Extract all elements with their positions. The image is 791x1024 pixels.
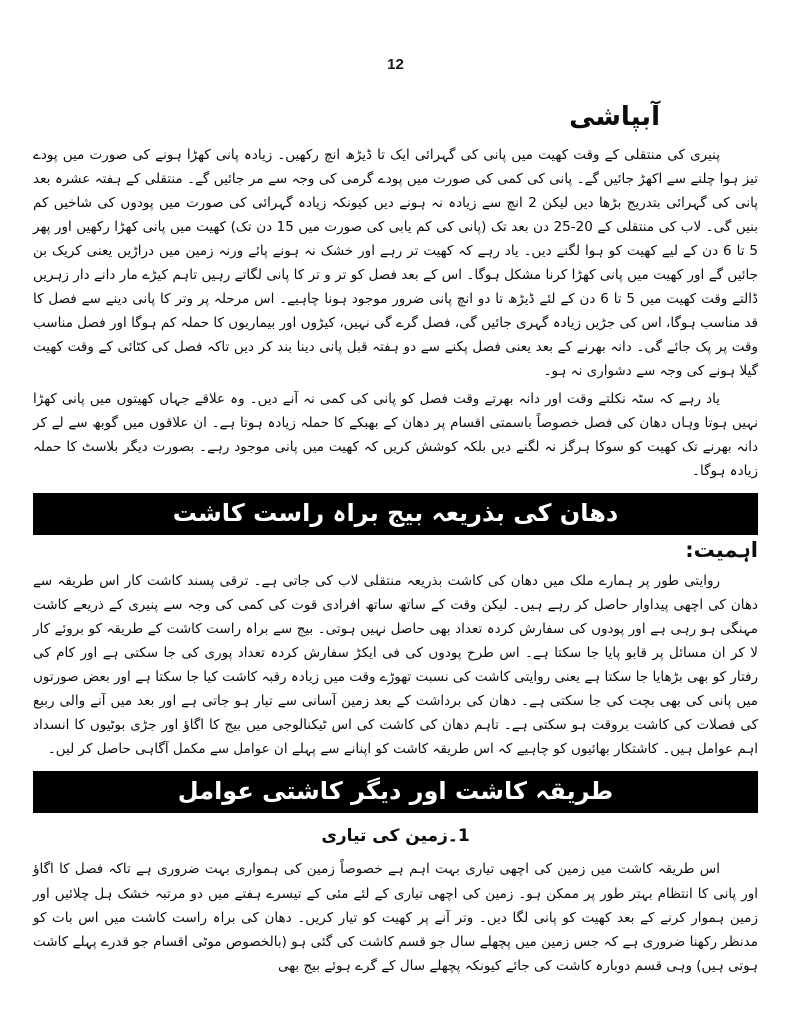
land-preparation-paragraph: اس طریقہ کاشت میں زمین کی اچھی تیاری بہت اہم ہے خصوصاً زمین کی ہمواری بہت ضروری ہے تاکہ فصل کا اگاؤ اور پانی کا انتظام بہتر طور پر ممکن ہو۔ زمین کی اچھی تیاری کے لئے مئی کے تیسرے ہفتے میں دو مرتبہ خشک ہل چلائیں اور زمین ہموار کرنے کے بعد کھیت کو پانی لگا دیں۔ وتر آنے پر کھیت کو تیار کریں۔ دھان کی براہ راست کاشت میں اس بات کو مدنظر رکھنا ضروری ہے کہ جس زمین میں پچھلے سال جو قسم کاشت کی گئی ہو (بالخصوص موٹی اقسام جو قدرے پہلے کاشت ہوتی ہیں) وہی قسم دوبارہ کاشت کی جائے کیونکہ پچھلے سال کے گرے ہوئے بیج بھی <box>33 861 758 974</box>
page-number: 12 <box>387 56 404 73</box>
irrigation-heading: آبپاشی <box>569 102 660 132</box>
importance-paragraph: روایتی طور پر ہمارے ملک میں دھان کی کاشت بذریعہ منتقلی لاب کی جاتی ہے۔ ترقی پسند کاشت کار اس طریقہ سے دھان کی اچھی پیداوار حاصل کر رہے ہیں۔ لیکن وقت کے ساتھ ساتھ افرادی قوت کی کمی کی وجہ سے پنیری کے ذریعے کاشت مہنگی ہو رہی ہے اور پودوں کی سفارش کردہ تعداد بھی حاصل نہیں ہوتی۔ بیج سے براہ راست کاشت کے طریقہ کو بروئے کار لا کر ان مسائل پر قابو پایا جا سکتا ہے۔ اس طرح پودوں کی فی ایکڑ سفارش کردہ تعداد پوری کی جا سکتی ہے اور کام کی رفتار کو بھی بڑھایا جا سکتا ہے یعنی روایتی کاشت کی نسبت تھوڑے وقت میں زیادہ رقبہ کاشت کیا جا سکتا ہے اور بعض صورتوں میں پانی کی بھی بچت کی جا سکتی ہے۔ دھان کی برداشت کے بعد زمین آسانی سے تیار ہو جاتی ہے اور بعد میں آنے والی ربیع کی فصلات کی کاشت بروقت ہو سکتی ہے۔ تاہم دھان کی کاشت کی اس ٹیکنالوجی میں بیج کا اگاؤ اور جڑی بوٹیوں کا انسداد اہم عوامل ہیں۔ کاشتکار بھائیوں کو چاہیے کہ اس طریقہ کاشت کو اپنانے سے پہلے ان عوامل سے مکمل آگاہی حاصل کر لیں۔ <box>33 573 758 758</box>
land-preparation-heading: 1۔زمین کی تیاری <box>321 826 470 847</box>
direct-seeding-banner: دھان کی بذریعہ بیج براہ راست کاشت <box>33 493 758 535</box>
importance-heading: اہمیت: <box>685 538 758 563</box>
irrigation-paragraph-2: یاد رہے کہ سٹہ نکلتے وقت اور دانہ بھرتے وقت فصل کو پانی کی کمی نہ آنے دیں۔ وہ علاقے جہاں کھیتوں میں پانی کھڑا نہیں ہوتا وہاں دھان کی فصل خصوصاً باسمتی اقسام پر دھان کے بھبکے کا حملہ زیادہ ہوتا ہے۔ ان علاقوں میں گوبھ سے لے کر دانہ بھرنے تک کھیت کو سوکا ہرگز نہ لگنے دیں بلکہ کوشش کریں کہ کھیت میں پانی موجود رہے۔ بصورت دیگر بلاسٹ کا حملہ زیادہ ہوگا۔ <box>33 390 758 479</box>
cultivation-method-banner: طریقہ کاشت اور دیگر کاشتی عوامل <box>33 771 758 813</box>
irrigation-paragraph-1: پنیری کی منتقلی کے وقت کھیت میں پانی کی گہرائی ایک تا ڈیڑھ انچ رکھیں۔ زیادہ پانی کھڑا ہونے کی صورت میں پودے تیز ہوا چلنے سے اکھڑ جائیں گے۔ پانی کی کمی کی صورت میں پودے گرمی کی وجہ سے مر جائیں گے۔ منتقلی کے ہفتہ عشرہ بعد پانی کی گہرائی بتدریج بڑھا دیں لیکن 2 انچ سے زیادہ نہ ہونے دیں کیونکہ زیادہ گہرائی کی صورت میں پودوں کی شاخیں کم بنیں گی۔ لاب کی منتقلی کے 20-25 دن بعد تک (پانی کی کم یابی کی صورت میں 15 دن تک) کھیت میں پانی کھڑا رکھیں اور پھر 5 تا 6 دن کے لیے کھیت کو ہوا لگنے دیں۔ یاد رہے کہ کھیت تر رہے اور خشک نہ ہونے پائے ورنہ زمین میں دراڑیں یعنی کریک بن جائیں گے اور کھیت میں پانی کھڑا کرنا مشکل ہوگا۔ اس کے بعد فصل کو تر و تر کا پانی لگاتے رہیں تاہم کیڑے مار دانے دار زہریں ڈالتے وقت کھیت میں 5 تا 6 دن کے لئے ڈیڑھ تا دو انچ پانی ضرور موجود ہونا چاہیے۔ اس مرحلہ پر وتر کا پانی دینے سے فصل کا قد مناسب ہوگا، اس کی جڑیں زیادہ گہری جائیں گی، فصل گرے گی نہیں، کیڑوں اور بیماریوں کا حملہ کم ہوگا اور فصل مناسب وقت پر پک جائے گی۔ دانہ بھرنے کے بعد یعنی فصل پکنے سے دو ہفتہ قبل پانی دینا بند کر دیں تاکہ فصل کی کٹائی کے وقت کھیت گیلا ہونے کی وجہ سے دشواری نہ ہو۔ <box>33 146 758 379</box>
